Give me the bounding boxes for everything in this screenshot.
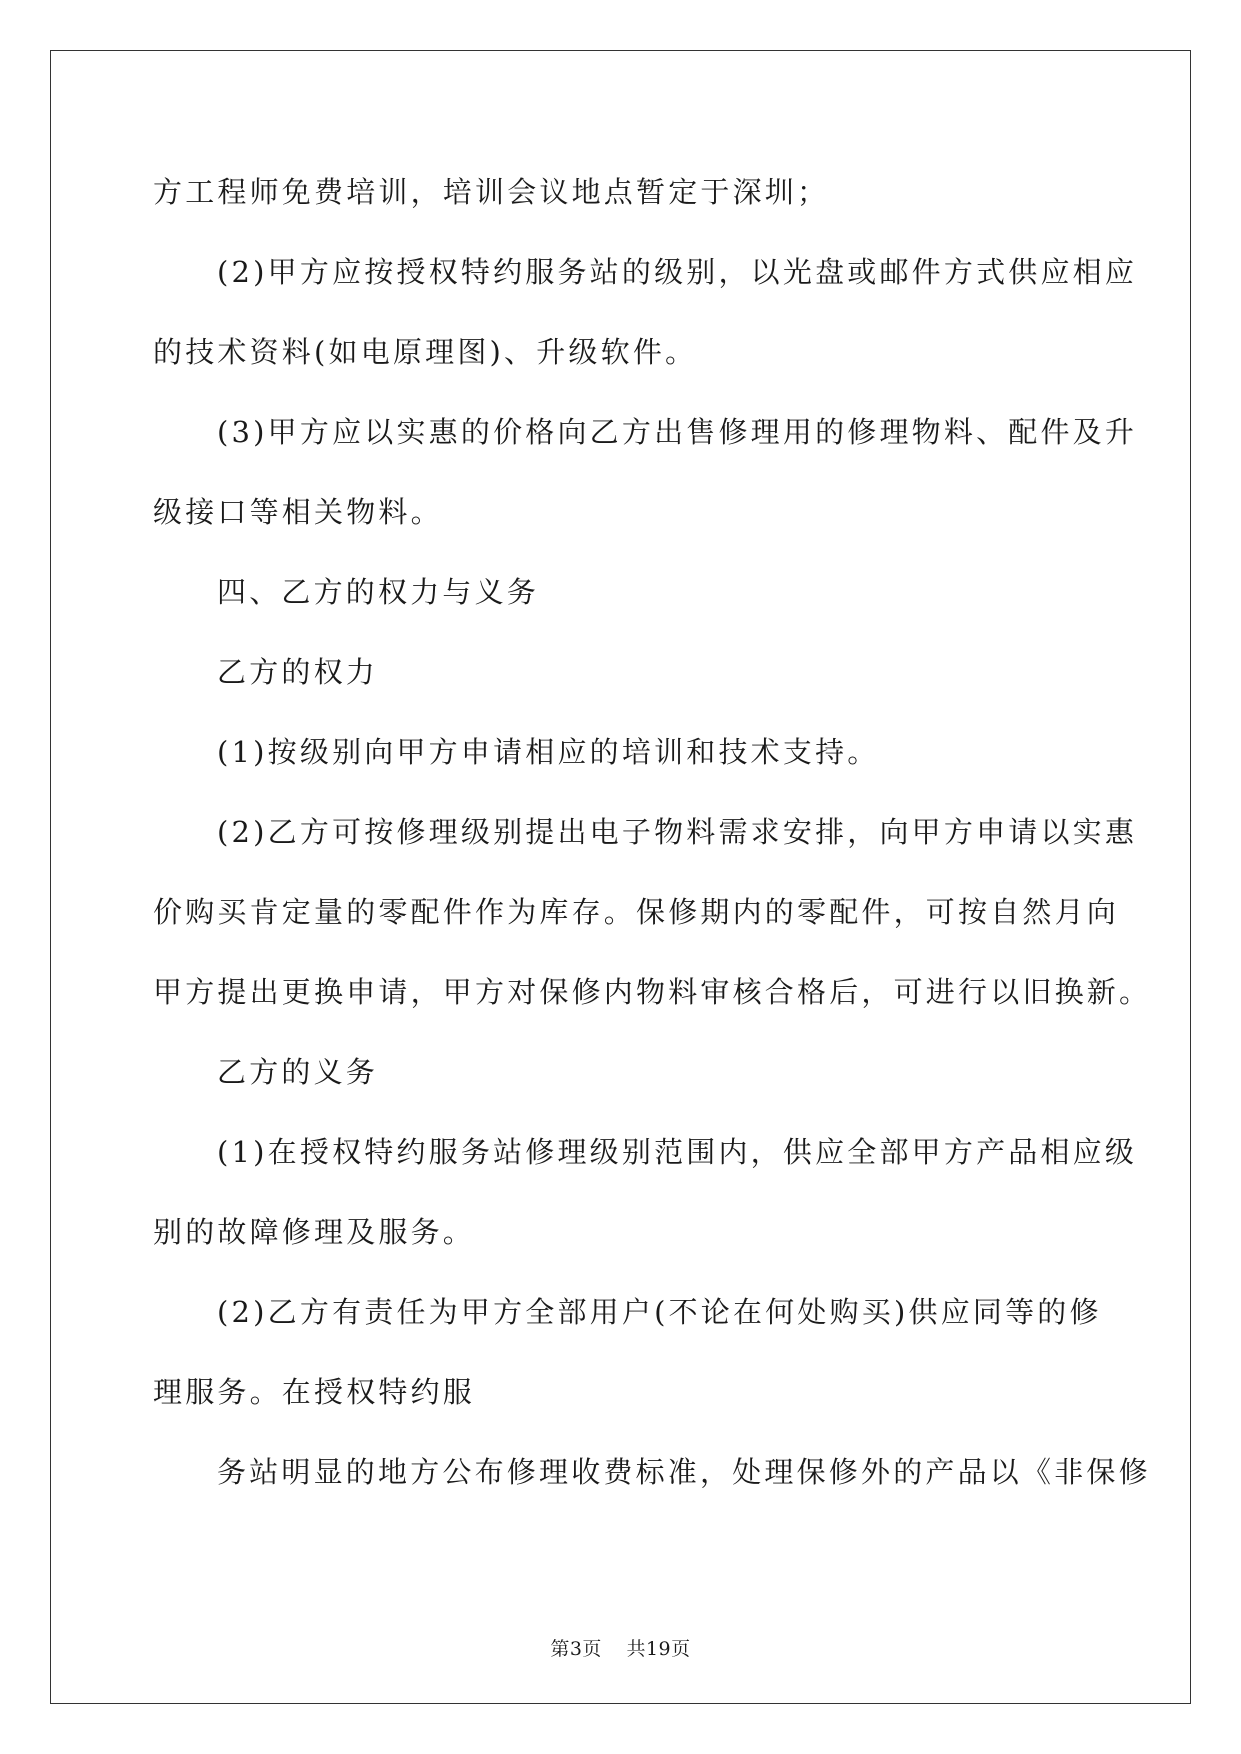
text-line: 务站明显的地方公布修理收费标准，处理保修外的产品以《非保修 [217, 1455, 1151, 1489]
subsection-heading: 乙方的权力 [217, 655, 379, 689]
section-heading: 四、乙方的权力与义务 [217, 575, 540, 609]
subsection-heading: 乙方的义务 [217, 1055, 379, 1089]
text-line: 别的故障修理及服务。 [153, 1215, 476, 1249]
text-line: (2)乙方可按修理级别提出电子物料需求安排，向甲方申请以实惠 [217, 815, 1138, 849]
text-line: (2)乙方有责任为甲方全部用户(不论在何处购买)供应同等的修 [217, 1295, 1102, 1329]
text-line: 方工程师免费培训，培训会议地点暂定于深圳； [153, 175, 830, 209]
page-footer [0, 1634, 1241, 1661]
text-line: (1)按级别向甲方申请相应的培训和技术支持。 [217, 735, 880, 769]
text-line: 理服务。在授权特约服 [153, 1375, 476, 1409]
text-line: 价购买肯定量的零配件作为库存。保修期内的零配件，可按自然月向 [153, 895, 1120, 929]
text-line: 甲方提出更换申请，甲方对保修内物料审核合格后，可进行以旧换新。 [153, 975, 1152, 1009]
text-line: (1)在授权特约服务站修理级别范围内，供应全部甲方产品相应级 [217, 1135, 1138, 1169]
page-total: 共19页 [626, 1638, 691, 1660]
text-line: 的技术资料(如电原理图)、升级软件。 [153, 335, 698, 369]
page-number: 第3页 [550, 1638, 602, 1660]
text-line: (3)甲方应以实惠的价格向乙方出售修理用的修理物料、配件及升 [217, 415, 1138, 449]
text-line: (2)甲方应按授权特约服务站的级别，以光盘或邮件方式供应相应 [217, 255, 1138, 289]
text-line: 级接口等相关物料。 [153, 495, 443, 529]
